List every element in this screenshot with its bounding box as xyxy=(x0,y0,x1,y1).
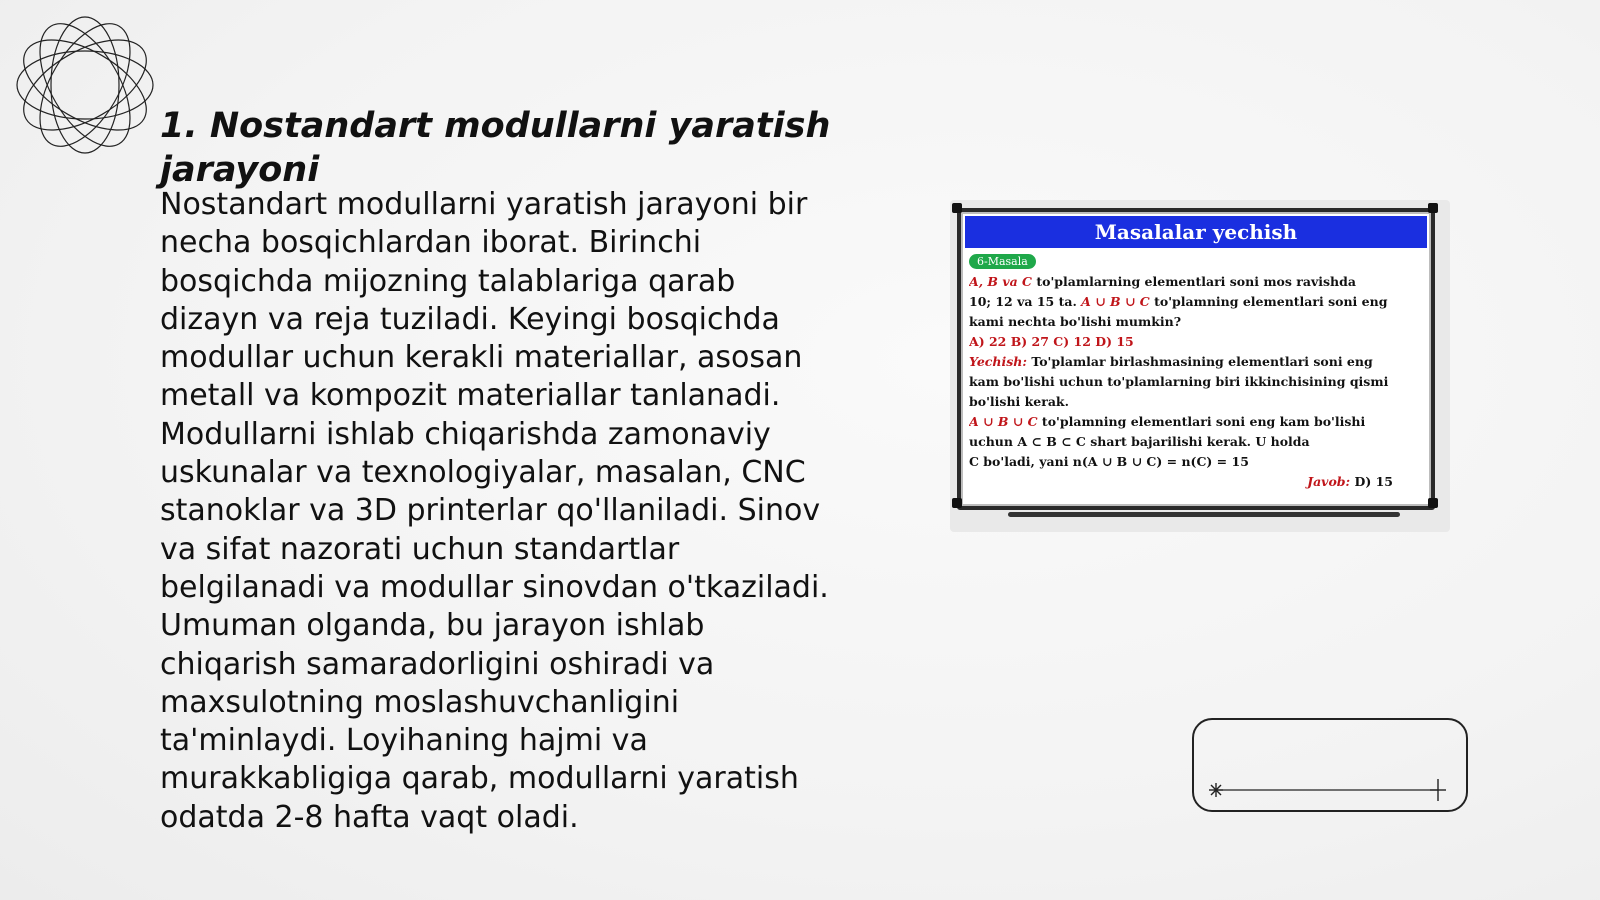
board-line: kami nechta bo'lishi mumkin? xyxy=(969,314,1182,329)
board-text-segment: to'plamlarning elementlari soni mos ravishda xyxy=(1031,274,1356,289)
board-highlight: A ∪ B ∪ C xyxy=(969,414,1038,429)
plus-icon xyxy=(1430,779,1446,801)
slide-body-text: Nostandart modullarni yaratish jarayoni bir necha bosqichlardan iborat. Birinchi bosqichda mijozning talablariga qarab dizayn va reja tuziladi. Keyingi bosqichda modullar uchun kerakli materiallar, asosan metall va kompozit materiallar tanlanadi. Modullarni ishlab chiqarishda zamonaviy uskunalar va texnologiyalar, masalan, CNC stanoklar va 3D printerlar qo'llaniladi. Sinov va sifat nazorati uchun standartlar belgilanadi va modullar sinovdan o'tkaziladi. Umuman olganda, bu jarayon ishlab chiqarish samaradorligini oshiradi va maxsulotning moslashuvchanligini ta'minlaydi. Loyihaning hajmi va murakkabligiga qarab, modullarni yaratish odatda 2-8 hafta vaqt oladi. xyxy=(160,187,829,835)
board-highlight: Javob: xyxy=(1307,474,1351,489)
board-corner xyxy=(952,498,962,508)
board-line: uchun A ⊂ B ⊂ C shart bajarilishi kerak. U holda xyxy=(969,434,1310,449)
board-line: C bo'ladi, yani n(A ∪ B ∪ C) = n(C) = 15 xyxy=(969,454,1249,469)
board-text-segment: D) 15 xyxy=(1350,474,1393,489)
slide-title: 1. Nostandart modullarni yaratish jarayoni xyxy=(160,106,831,190)
whiteboard-header: Masalalar yechish xyxy=(965,216,1427,248)
board-line xyxy=(969,352,1419,372)
board-line: bo'lishi kerak. xyxy=(969,394,1069,409)
board-line xyxy=(969,272,1419,292)
board-line xyxy=(969,412,1419,432)
board-line: kam bo'lishi uchun to'plamlarning biri ikkinchisining qismi xyxy=(969,374,1389,389)
board-text-segment: 10; 12 va 15 ta. xyxy=(969,294,1082,309)
board-text-segment: To'plamlar birlashmasining elementlari soni eng xyxy=(1026,354,1373,369)
whiteboard-tray xyxy=(1008,512,1400,517)
whiteboard-image xyxy=(950,200,1450,532)
whiteboard-frame xyxy=(957,208,1435,510)
board-answer xyxy=(969,472,1419,492)
sparkle-icon xyxy=(1209,783,1223,797)
problem-badge: 6-Masala xyxy=(969,254,1036,269)
board-corner xyxy=(952,203,962,213)
board-text-segment: to'plamning elementlari soni eng xyxy=(1149,294,1388,309)
whiteboard-text xyxy=(969,272,1419,492)
decorative-line-box xyxy=(1192,718,1468,812)
board-highlight: A ∪ B ∪ C xyxy=(1081,294,1150,309)
decorative-line xyxy=(1194,720,1466,810)
board-highlight: Yechish: xyxy=(969,354,1027,369)
board-text-segment: to'plamning elementlari soni eng kam bo'lishi xyxy=(1037,414,1366,429)
board-options: A) 22 B) 27 C) 12 D) 15 xyxy=(969,334,1134,349)
board-corner xyxy=(1428,203,1438,213)
interlocking-rings-icon xyxy=(10,10,160,160)
board-corner xyxy=(1428,498,1438,508)
board-line xyxy=(969,292,1419,312)
board-highlight: A, B va C xyxy=(969,274,1032,289)
